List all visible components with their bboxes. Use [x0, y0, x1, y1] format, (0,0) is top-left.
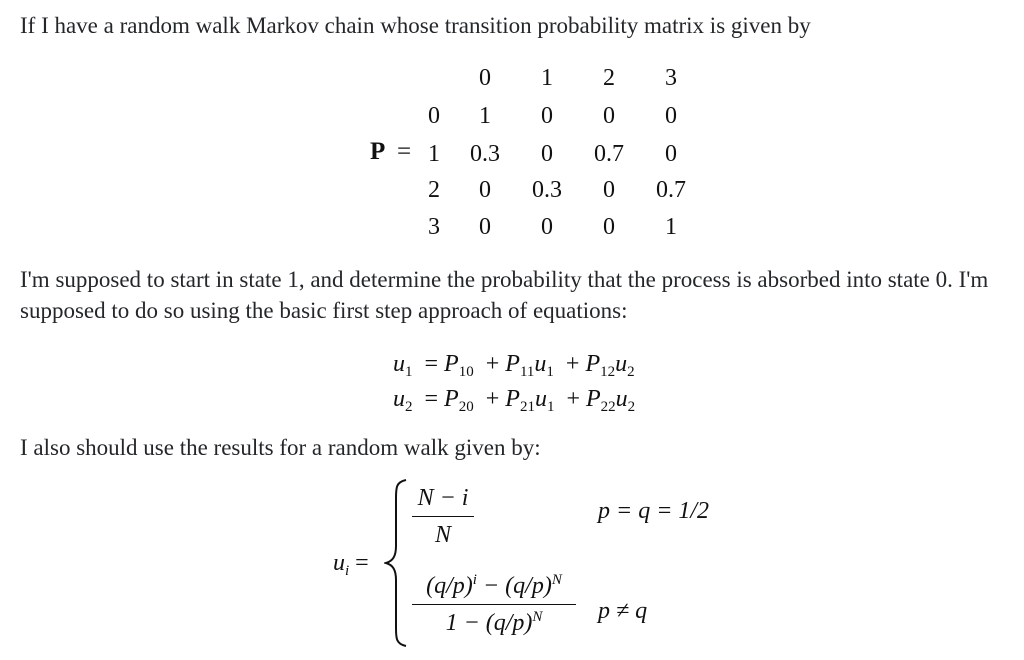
matrix-cell: 1	[479, 103, 491, 129]
matrix-cell: 0	[541, 214, 553, 240]
col-header: 0	[479, 65, 491, 91]
intro-paragraph: If I have a random walk Markov chain whose transition probability matrix is given by	[20, 13, 811, 38]
col-header: 3	[665, 65, 677, 91]
row-header: 0	[428, 103, 440, 129]
matrix-equals: =	[397, 138, 412, 165]
matrix-cell: 0	[665, 141, 677, 167]
matrix-cell: 0	[541, 103, 553, 129]
equation-u1: $u_1 = P_{10} + P_{11}u_1 + P_{12}u_2$	[393, 351, 635, 380]
case1-fraction: N − i N	[412, 482, 474, 551]
matrix-cell: 0.7	[656, 177, 686, 203]
matrix-cell: 0	[541, 141, 553, 167]
left-brace-icon	[384, 478, 410, 648]
matrix-cell: 0	[665, 103, 677, 129]
matrix-cell: 0	[603, 214, 615, 240]
equation-u2: $u_2 = P_{20} + P_{21}u_1 + P_{22}u_2$	[393, 386, 636, 415]
random-walk-paragraph: I also should use the results for a random walk given by:	[20, 435, 541, 460]
matrix-cell: 0.7	[594, 141, 624, 167]
matrix-cell: 0	[479, 177, 491, 203]
matrix-label: P	[370, 138, 386, 165]
matrix-cell: 0	[603, 103, 615, 129]
col-header: 2	[603, 65, 615, 91]
col-header: 1	[541, 65, 553, 91]
matrix-cell: 0.3	[532, 177, 562, 203]
case2-fraction: $(q/p)^i - (q/p)^N$ $1 - (q/p)^N$	[412, 570, 576, 639]
row-header: 1	[428, 141, 440, 167]
matrix-cell: 0	[603, 177, 615, 203]
problem-paragraph: I'm supposed to start in state 1, and determine the probability that the process is absorbed into state 0. I'm supposed to do so using the basic first step approach of equations:	[20, 267, 989, 323]
matrix-cell: 0.3	[470, 141, 500, 167]
random-walk-formula	[0, 478, 1024, 658]
ui-lhs: $u_i$ =	[333, 550, 369, 579]
row-header: 3	[428, 214, 440, 240]
row-header: 2	[428, 177, 440, 203]
transition-matrix	[0, 58, 1024, 248]
matrix-cell: 0	[479, 214, 491, 240]
matrix-cell: 1	[665, 214, 677, 240]
case2-condition: p ≠ q	[598, 598, 648, 624]
case1-condition: p = q = 1/2	[598, 498, 710, 524]
